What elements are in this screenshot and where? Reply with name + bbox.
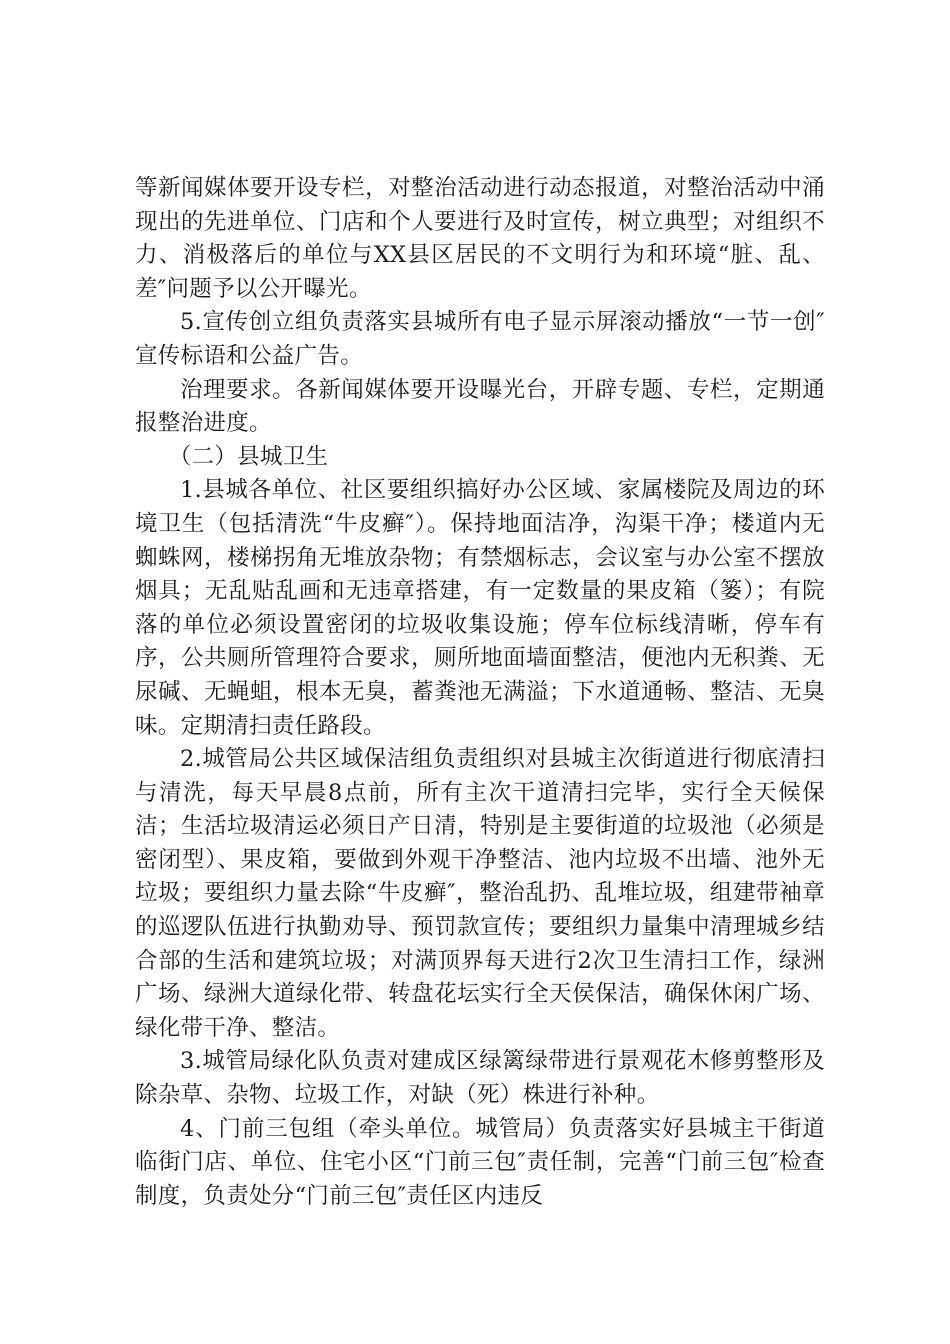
section-heading-county-sanitation: （二）县城卫生 [168,443,329,470]
paragraph-item-3-greening: 3.城管局绿化队负责对建成区绿篱绿带进行景观花木修剪整形及除杂草、杂物、垃圾工作，对缺（死）株进行补种。 [135,1048,825,1109]
paragraph-item-5-propaganda: 5.宣传创立组负责落实县城所有电子显示屏滚动播放“一节一创″宣传标语和公益广告。 [135,309,825,369]
paragraph-item-4-storefront: 4、门前三包组（牵头单位。城管局）负责落实好县城主干街道临街门店、单位、住宅小区“门前三包″责任制，完善“门前三包″检查制度，负责处分“门前三包″责任区内违反 [135,1115,825,1209]
paragraph-item-2-street-cleaning: 2.城管局公共区域保洁组负责组织对县城主次街道进行彻底清扫与清洗，每天早晨8点前，所有主次干道清扫完毕，实行全天候保洁；生活垃圾清运必须日产日清，特别是主要街道的垃圾池（必须是密闭型）、果皮箱，要做到外观干净整洁、池内垃圾不出墙、池外无垃圾；要组织力量去除“牛皮癣″，整治乱扔、乱堆垃圾，组建带袖章的巡逻队伍进行执勤劝导、预罚款宣传；要组织力量集中清理城乡结合部的生活和建筑垃圾；对满顶界每天进行2次卫生清扫工作，绿洲广场、绿洲大道绿化带、转盘花坛实行全天侯保洁，确保休闲广场、绿化带干净、整洁。 [135,746,825,1041]
paragraph-governance-requirements: 治理要求。各新闻媒体要开设曝光台，开辟专题、专栏，定期通报整治进度。 [135,376,825,437]
document-body [135,172,825,1213]
paragraph-item-1-units-communities: 1.县城各单位、社区要组织搞好办公区域、家属楼院及周边的环境卫生（包括清洗“牛皮癣″）。保持地面洁净，沟渠干净；楼道内无蜘蛛网，楼梯拐角无堆放杂物；有禁烟标志，会议室与办公室不摆放烟具；无乱贴乱画和无违章搭建，有一定数量的果皮箱（篓）；有院落的单位必须设置密闭的垃圾收集设施；停车位标线清晰，停车有序，公共厕所管理符合要求，厕所地面墙面整洁，便池内无积粪、无尿碱、无蝇蛆，根本无臭，蓄粪池无满溢；下水道通畅、整洁、无臭味。定期清扫责任路段。 [135,477,825,739]
paragraph-media-coverage: 等新闻媒体要开设专栏，对整治活动进行动态报道，对整治活动中涌现出的先进单位、门店和个人要进行及时宣传，树立典型；对组织不力、消极落后的单位与XX县区居民的不文明行为和环境“脏、乱、差″问题予以公开曝光。 [135,175,825,302]
